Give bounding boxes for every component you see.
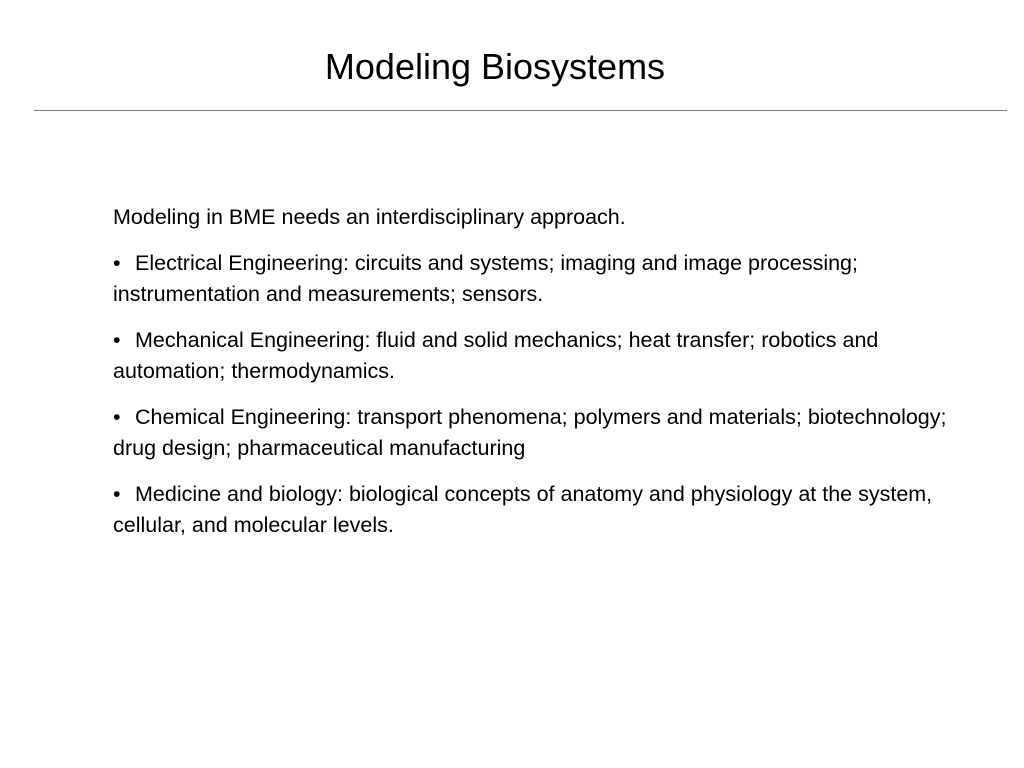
bullet-icon: • xyxy=(113,482,121,506)
bullet-icon: • xyxy=(113,251,121,275)
bullet-item-medicine xyxy=(113,479,953,541)
bullet-item-chemical xyxy=(113,402,953,464)
bullet-text: Chemical Engineering: transport phenomena; polymers and materials; biotechnology; drug design; pharmaceutical manufacturing xyxy=(113,405,947,460)
bullet-item-electrical xyxy=(113,248,953,310)
intro-text: Modeling in BME needs an interdisciplinary approach. xyxy=(113,205,626,229)
bullet-item-mechanical xyxy=(113,325,953,387)
slide-body xyxy=(113,202,953,556)
bullet-icon: • xyxy=(113,328,121,352)
bullet-text: Medicine and biology: biological concepts of anatomy and physiology at the system, cellular, and molecular levels. xyxy=(113,482,933,537)
slide-title: Modeling Biosystems xyxy=(324,46,666,87)
title-divider xyxy=(34,110,1007,111)
bullet-icon: • xyxy=(113,405,121,429)
bullet-text: Mechanical Engineering: fluid and solid mechanics; heat transfer; robotics and automation; thermodynamics. xyxy=(113,328,879,383)
bullet-text: Electrical Engineering: circuits and systems; imaging and image processing; instrumentation and measurements; sensors. xyxy=(113,251,858,306)
